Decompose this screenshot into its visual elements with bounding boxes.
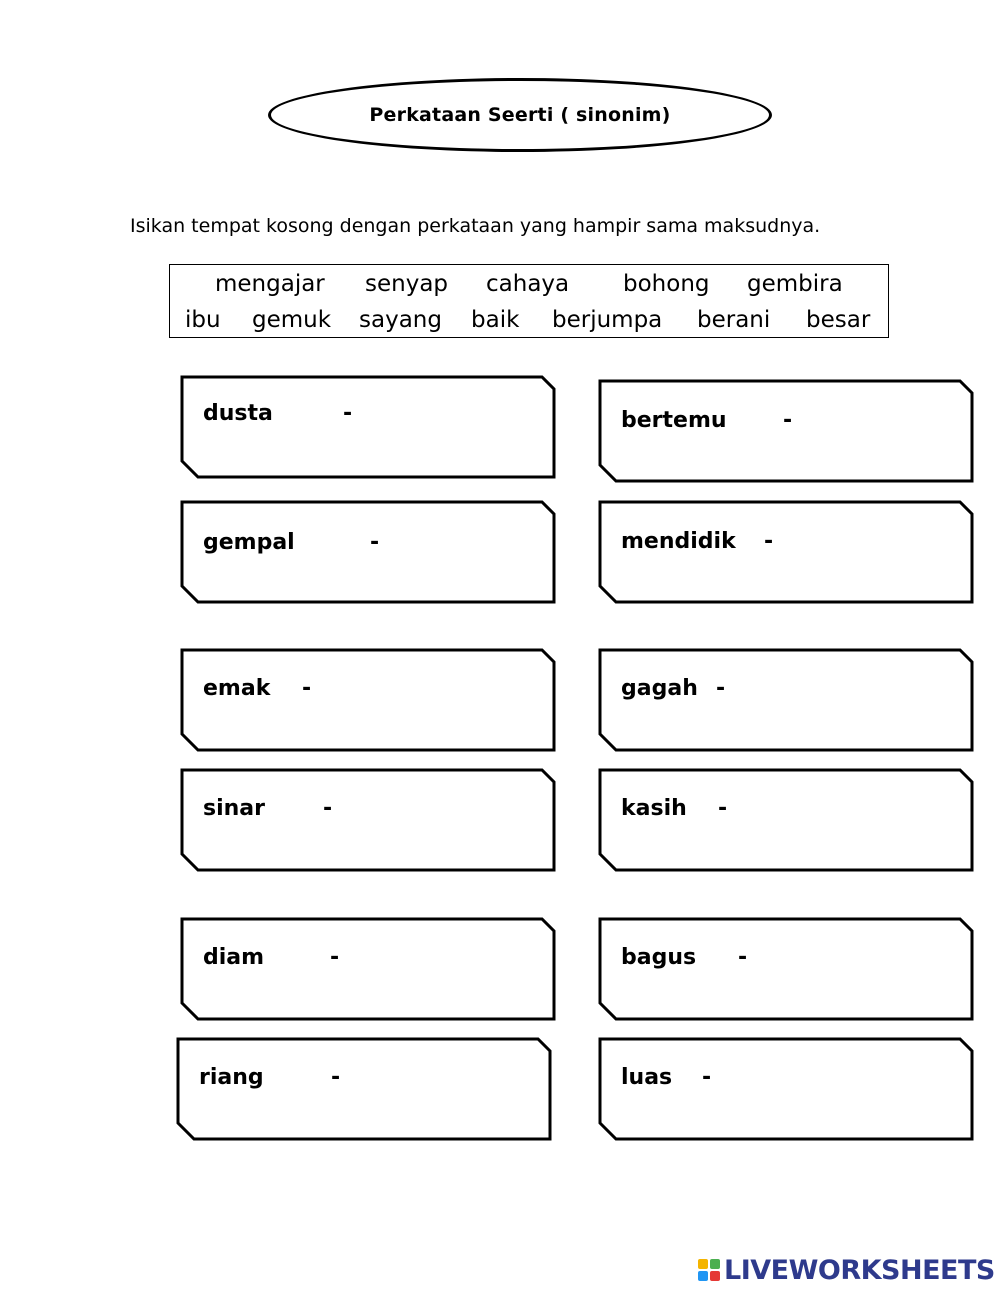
bank-word: mengajar xyxy=(215,271,325,297)
synonym-card-luas xyxy=(598,1037,974,1141)
synonym-card-bagus xyxy=(598,917,974,1021)
answer-input[interactable] xyxy=(728,1065,872,1099)
card-word: bagus xyxy=(621,945,697,970)
card-word: kasih xyxy=(621,796,687,821)
logo-square xyxy=(710,1259,720,1269)
answer-input[interactable] xyxy=(762,945,906,979)
answer-input[interactable] xyxy=(355,945,499,979)
logo-text: LIVEWORKSHEETS xyxy=(724,1254,995,1286)
card-word: gagah xyxy=(621,676,698,701)
synonym-card-gagah xyxy=(598,648,974,752)
bank-word: sayang xyxy=(359,307,442,333)
synonym-card-mendidik xyxy=(598,500,974,604)
answer-input[interactable] xyxy=(788,528,932,562)
title-oval xyxy=(268,78,772,152)
bank-word: ibu xyxy=(185,307,221,333)
answer-input[interactable] xyxy=(740,676,884,710)
card-word: mendidik xyxy=(621,529,736,554)
card-word: dusta xyxy=(203,401,273,426)
synonym-card-emak xyxy=(180,648,556,752)
answer-input[interactable] xyxy=(326,676,470,710)
logo-square xyxy=(710,1271,720,1281)
logo-icon xyxy=(698,1259,720,1281)
card-word: gempal xyxy=(203,530,295,555)
card-word: bertemu xyxy=(621,408,727,433)
answer-input[interactable] xyxy=(370,403,514,437)
liveworksheets-logo[interactable] xyxy=(698,1255,995,1285)
word-bank xyxy=(169,264,889,338)
card-dash: - xyxy=(764,529,774,554)
answer-input[interactable] xyxy=(808,407,952,441)
answer-input[interactable] xyxy=(742,796,886,830)
synonym-card-kasih xyxy=(598,768,974,872)
answer-input[interactable] xyxy=(392,528,536,562)
synonym-card-sinar xyxy=(180,768,556,872)
card-word: riang xyxy=(199,1065,264,1090)
logo-square xyxy=(698,1259,708,1269)
bank-word: besar xyxy=(806,307,871,333)
card-dash: - xyxy=(738,945,748,970)
card-dash: - xyxy=(783,408,793,433)
card-dash: - xyxy=(716,676,726,701)
bank-word: bohong xyxy=(623,271,710,297)
bank-word: senyap xyxy=(365,271,449,297)
bank-word: berani xyxy=(697,307,771,333)
card-dash: - xyxy=(330,945,340,970)
bank-word: berjumpa xyxy=(552,307,663,333)
bank-word: gemuk xyxy=(252,307,332,333)
answer-input[interactable] xyxy=(356,1065,500,1099)
synonym-card-gempal xyxy=(180,500,556,604)
synonym-card-diam xyxy=(180,917,556,1021)
card-word: emak xyxy=(203,676,271,701)
bank-word: gembira xyxy=(747,271,843,297)
bank-word: cahaya xyxy=(486,271,570,297)
card-word: luas xyxy=(621,1065,673,1090)
card-dash: - xyxy=(718,796,728,821)
synonym-card-riang xyxy=(176,1037,552,1141)
card-dash: - xyxy=(331,1065,341,1090)
card-dash: - xyxy=(302,676,312,701)
card-dash: - xyxy=(343,401,353,426)
synonym-card-bertemu xyxy=(598,379,974,483)
card-word: diam xyxy=(203,945,265,970)
synonym-card-dusta xyxy=(180,375,556,479)
card-dash: - xyxy=(370,530,380,555)
card-dash: - xyxy=(702,1065,712,1090)
answer-input[interactable] xyxy=(348,796,492,830)
logo-square xyxy=(698,1271,708,1281)
card-dash: - xyxy=(323,796,333,821)
card-word: sinar xyxy=(203,796,265,821)
bank-word: baik xyxy=(471,307,520,333)
instruction-text: Isikan tempat kosong dengan perkataan yang hampir sama maksudnya. xyxy=(130,215,821,237)
page-title: Perkataan Seerti ( sinonim) xyxy=(369,104,671,126)
